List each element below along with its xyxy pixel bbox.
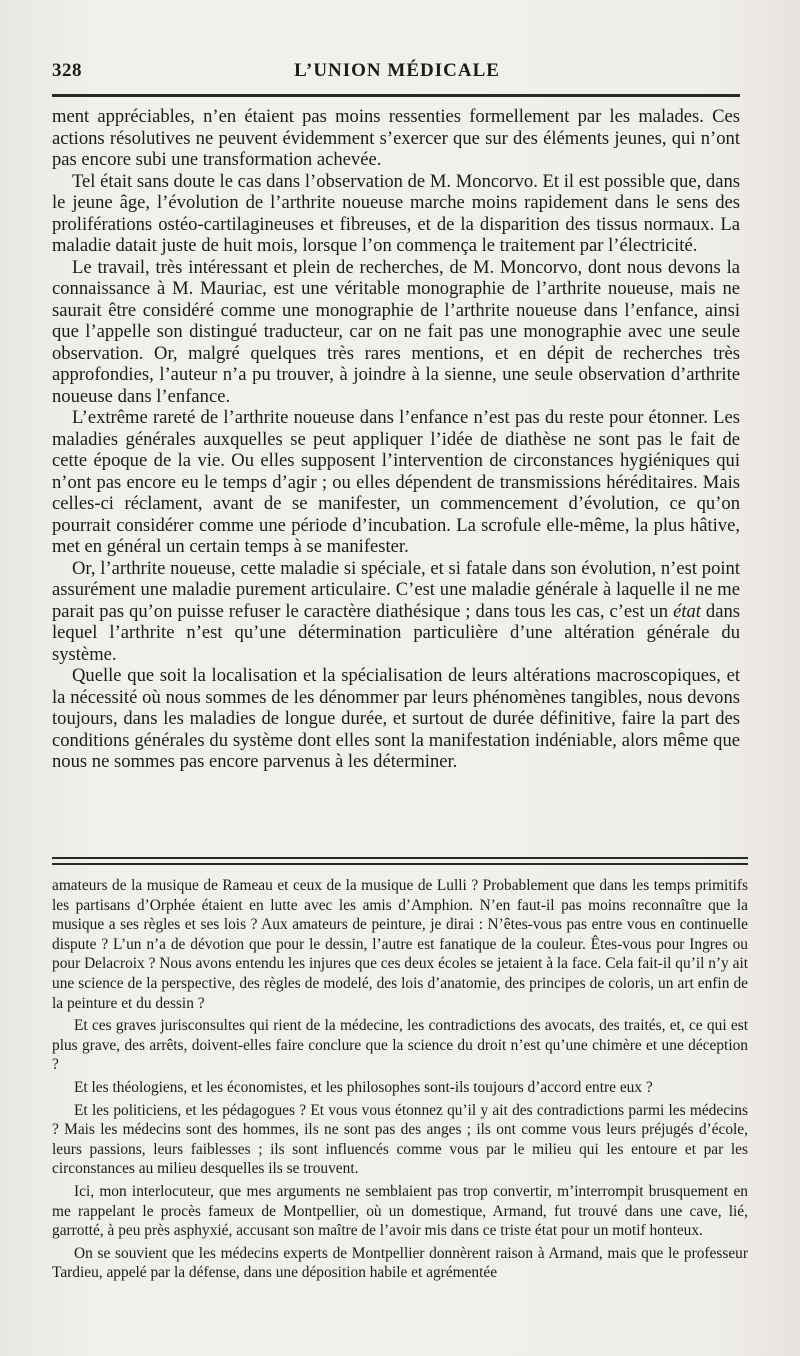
paragraph: Tel était sans doute le cas dans l’observation de M. Moncorvo. Et il est possible que, dans le jeune âge, l’évolution de l’arthrite noueuse marche moins rapidement dans le sens des proliférations ostéo-cartilagineuses et fibreuses, et de la disparition des tissus normaux. La maladie datait juste de huit mois, lorsque l’on commença le traitement par l’électricité.: [52, 170, 740, 256]
feuilleton-paragraph: Et les politiciens, et les pédagogues ? Et vous vous étonnez qu’il y ait des contradictions parmi les médecins ? Mais les médecins sont des hommes, ils ne sont pas des anges ; ils ont comme vous leurs préjugés d’école, leurs passions, leurs faiblesses ; ils sont influencés comme vous par le milieu qui les entoure et par les circonstances au milieu desquelles ils se trouvent.: [52, 1101, 748, 1178]
feuilleton-paragraph: Ici, mon interlocuteur, que mes arguments ne semblaient pas trop convertir, m’interrompit brusquement en me rappelant le procès fameux de Montpellier, où un domestique, Armand, fut trouvé dans une cave, lié, garrotté, à peu près asphyxié, accusant son maître de l’avoir mis dans ce triste état pour un motif honteux.: [52, 1182, 748, 1240]
main-article-text: [52, 106, 740, 773]
feuilleton-paragraph: On se souvient que les médecins experts de Montpellier donnèrent raison à Armand, mais que le professeur Tardieu, appelé par la défense, dans une déposition habile et agrémentée: [52, 1244, 748, 1282]
feuilleton-rule: [52, 863, 748, 865]
feuilleton-paragraph: Et ces graves jurisconsultes qui rient de la médecine, les contradictions des avocats, des traités, et, ce qui est plus grave, des arrêts, doivent-elles faire conclure que la science du droit n’est qu’une chimère et une déception ?: [52, 1017, 748, 1074]
page-header: [52, 60, 742, 90]
paragraph: [52, 558, 740, 666]
header-rule: [52, 94, 740, 97]
paragraph: L’extrême rareté de l’arthrite noueuse dans l’enfance n’est pas du reste pour étonner. Les maladies générales auxquelles se peut appliquer l’idée de diathèse ne sont pas le fait de cette époque de la vie. Ou elles supposent l’intervention de circonstances hygiéniques qui n’ont pas encore eu le temps d’agir ; ou elles dépendent de transmissions héréditaires. Mais celles-ci réclament, avant de se manifester, un commencement d’évolution, ce qu’on pourrait considérer comme une période d’incubation. La scrofule elle-même, la plus hâtive, met en général un certain temps à se manifester.: [52, 407, 740, 557]
paragraph: Quelle que soit la localisation et la spécialisation de leurs altérations macroscopiques, et la nécessité où nous sommes de les dénommer par leurs phénomènes tangibles, nous devons toujours, dans les maladies de longue durée, et surtout de durée définitive, faire la part des conditions générales du système dont elles sont la manifestation indéniable, alors même que nous ne sommes pas encore parvenus à les déterminer.: [52, 665, 740, 772]
feuilleton-text: [52, 876, 748, 1286]
page-number: 328: [52, 60, 82, 81]
feuilleton-paragraph: Et les théologiens, et les économistes, et les philosophes sont-ils toujours d’accord entre eux ?: [74, 1078, 653, 1096]
paragraph: ment appréciables, n’en étaient pas moins ressenties formellement par les malades. Ces actions résolutives ne peuvent évidemment s’exercer que sur des éléments jeunes, qui n’ont pas encore subi une transformation achevée.: [52, 106, 740, 170]
feuilleton-paragraph: amateurs de la musique de Rameau et ceux de la musique de Lulli ? Probablement que dans les temps primitifs les partisans d’Orphée étaient en lutte avec les amis d’Amphion. N’en faut-il pas moins reconnaître que la musique a ses règles et ses lois ? Aux amateurs de peinture, je dirai : N’êtes-vous pas entre vous en continuelle dispute ? L’un n’a de dévotion que pour le dessin, l’autre est fanatique de la couleur. Êtes-vous pour Ingres ou pour Delacroix ? Nous avons entendu les injures que ces deux écoles se jetaient à la face. Cela fait-il qu’il n’y ait une science de la perspective, des règles de modelé, des lois d’anatomie, des principes de coloris, un art enfin de la peinture et du dessin ?: [52, 877, 748, 1012]
paragraph-text: Or, l’arthrite noueuse, cette maladie si spéciale, et si fatale dans son évolution, n’est point assurément une maladie purement articulaire. C’est une maladie générale à laquelle il ne me parait pas qu’on puisse refuser le caractère diathésique ; dans tous les cas, c’est un: [52, 557, 740, 622]
feuilleton-rule: [52, 857, 748, 859]
emphasis-word: état: [673, 600, 701, 622]
paragraph-text: dans lequel l’arthrite n’est qu’une détermination particulière d’une altération générale du système.: [52, 600, 740, 665]
running-title: L’UNION MÉDICALE: [294, 60, 500, 81]
paragraph: Le travail, très intéressant et plein de recherches, de M. Moncorvo, dont nous devons la connaissance à M. Mauriac, est une véritable monographie de l’arthrite noueuse, mais ne saurait être considéré comme une monographie de l’arthrite noueuse dans l’enfance, ainsi que l’appelle son distingué traducteur, car on ne fait pas une monographie avec une seule observation. Or, malgré quelques très rares mentions, et en dépit de recherches très approfondies, l’auteur n’a pu trouver, à joindre à la sienne, une seule observation d’arthrite noueuse dans l’enfance.: [52, 256, 740, 407]
